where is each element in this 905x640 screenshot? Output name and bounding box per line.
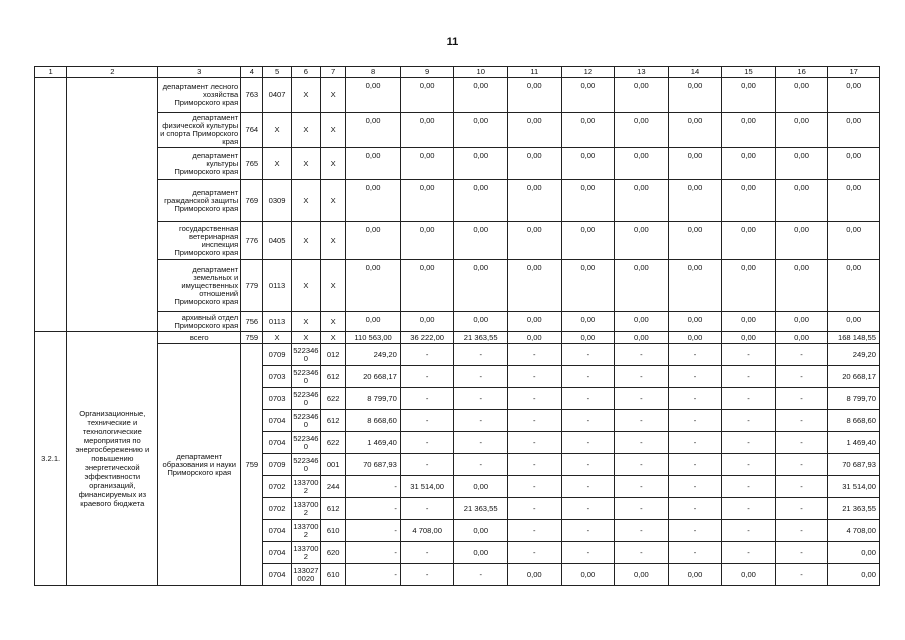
target-code: 5223460 — [291, 344, 320, 366]
column-number: 11 — [507, 67, 561, 78]
department-name: архивный отдел Приморского края — [158, 312, 241, 332]
amount-cell: - — [722, 410, 776, 432]
amount-cell: 31 514,00 — [400, 476, 454, 498]
section-department: департамент образования и науки Приморского края — [158, 344, 241, 586]
amount-cell: - — [668, 454, 722, 476]
amount-cell: 0,00 — [615, 260, 669, 312]
amount-cell: 0,00 — [722, 312, 776, 332]
amount-cell: - — [722, 344, 776, 366]
amount-cell: 0,00 — [828, 180, 880, 222]
total-amount: 0,00 — [561, 332, 615, 344]
amount-cell: 0,00 — [775, 78, 828, 113]
amount-cell: - — [400, 454, 454, 476]
amount-cell: - — [507, 344, 561, 366]
column-number: 9 — [400, 67, 454, 78]
column-number: 14 — [668, 67, 722, 78]
amount-cell: 0,00 — [561, 148, 615, 180]
amount-cell: 8 799,70 — [346, 388, 401, 410]
total-code-c7: X — [321, 332, 346, 344]
target-code: 1337002 — [291, 476, 320, 498]
amount-cell: 0,00 — [346, 222, 401, 260]
amount-cell: 0,00 — [828, 312, 880, 332]
amount-cell: 0,00 — [507, 312, 561, 332]
department-name: департамент лесного хозяйства Приморского края — [158, 78, 241, 113]
amount-cell: 0,00 — [775, 312, 828, 332]
amount-cell: 8 799,70 — [828, 388, 880, 410]
amount-cell: - — [561, 432, 615, 454]
dept-row — [35, 148, 880, 180]
target-code: X — [291, 260, 320, 312]
amount-cell: 0,00 — [828, 113, 880, 148]
target-code: 5223460 — [291, 432, 320, 454]
column-number: 6 — [291, 67, 320, 78]
target-code: 5223460 — [291, 388, 320, 410]
amount-cell: - — [668, 388, 722, 410]
amount-cell: 20 668,17 — [346, 366, 401, 388]
amount-cell: 0,00 — [454, 78, 508, 113]
amount-cell: - — [346, 498, 401, 520]
amount-cell: 0,00 — [668, 312, 722, 332]
amount-cell: 0,00 — [722, 113, 776, 148]
amount-cell: - — [507, 520, 561, 542]
amount-cell: 0,00 — [615, 564, 669, 586]
amount-cell: 0,00 — [561, 113, 615, 148]
amount-cell: 0,00 — [722, 564, 776, 586]
amount-cell: 0,00 — [400, 260, 454, 312]
amount-cell: - — [722, 520, 776, 542]
amount-cell: - — [615, 388, 669, 410]
amount-cell: - — [346, 542, 401, 564]
total-amount: 0,00 — [775, 332, 828, 344]
target-code: X — [291, 180, 320, 222]
department-name: департамент гражданской защиты Приморского края — [158, 180, 241, 222]
amount-cell: - — [561, 498, 615, 520]
amount-cell: - — [454, 388, 508, 410]
amount-cell: 0,00 — [668, 113, 722, 148]
amount-cell: 0,00 — [775, 113, 828, 148]
amount-cell: 0,00 — [828, 222, 880, 260]
empty-description-cell — [67, 78, 158, 332]
section-code: 0704 — [263, 410, 291, 432]
total-amount: 168 148,55 — [828, 332, 880, 344]
amount-cell: - — [346, 476, 401, 498]
amount-cell: 21 363,55 — [828, 498, 880, 520]
total-amount: 36 222,00 — [400, 332, 454, 344]
target-code: X — [291, 78, 320, 113]
amount-cell: - — [668, 542, 722, 564]
amount-cell: 0,00 — [722, 222, 776, 260]
section-code: 0704 — [263, 520, 291, 542]
department-name: департамент физической культуры и спорта Приморского края — [158, 113, 241, 148]
amount-cell: - — [775, 454, 828, 476]
amount-cell: 31 514,00 — [828, 476, 880, 498]
amount-cell: 0,00 — [454, 542, 508, 564]
amount-cell: 0,00 — [668, 148, 722, 180]
amount-cell: 0,00 — [454, 520, 508, 542]
amount-cell: 249,20 — [828, 344, 880, 366]
total-amount: 110 563,00 — [346, 332, 401, 344]
amount-cell: 0,00 — [775, 222, 828, 260]
amount-cell: 0,00 — [668, 564, 722, 586]
amount-cell: 0,00 — [507, 180, 561, 222]
column-number: 15 — [722, 67, 776, 78]
amount-cell: - — [507, 542, 561, 564]
amount-cell: - — [400, 432, 454, 454]
amount-cell: - — [668, 432, 722, 454]
column-number: 12 — [561, 67, 615, 78]
target-code: 1337002 — [291, 498, 320, 520]
amount-cell: 0,00 — [828, 148, 880, 180]
amount-cell: 0,00 — [615, 312, 669, 332]
section-code: 0405 — [263, 222, 291, 260]
section-code: 0703 — [263, 366, 291, 388]
column-number: 1 — [35, 67, 67, 78]
total-amount: 0,00 — [668, 332, 722, 344]
amount-cell: - — [615, 520, 669, 542]
amount-cell: 0,00 — [615, 148, 669, 180]
amount-cell: - — [454, 564, 508, 586]
expense-type: 620 — [321, 542, 346, 564]
section-code: 0309 — [263, 180, 291, 222]
total-code-c6: X — [291, 332, 320, 344]
section-code: 0702 — [263, 476, 291, 498]
expense-type: X — [321, 78, 346, 113]
department-name: департамент культуры Приморского края — [158, 148, 241, 180]
amount-cell: - — [775, 476, 828, 498]
amount-cell: - — [722, 454, 776, 476]
amount-cell: - — [507, 454, 561, 476]
ministry-code: 769 — [241, 180, 263, 222]
total-label: всего — [158, 332, 241, 344]
amount-cell: - — [400, 542, 454, 564]
total-amount: 0,00 — [722, 332, 776, 344]
amount-cell: 0,00 — [561, 564, 615, 586]
amount-cell: - — [722, 366, 776, 388]
column-number: 13 — [615, 67, 669, 78]
amount-cell: 0,00 — [668, 260, 722, 312]
amount-cell: 0,00 — [400, 222, 454, 260]
expense-type: 622 — [321, 432, 346, 454]
dept-row — [35, 113, 880, 148]
amount-cell: 0,00 — [400, 148, 454, 180]
amount-cell: 0,00 — [400, 78, 454, 113]
amount-cell: - — [454, 410, 508, 432]
target-code: 5223460 — [291, 410, 320, 432]
amount-cell: 0,00 — [775, 260, 828, 312]
ministry-code: 763 — [241, 78, 263, 113]
amount-cell: - — [400, 498, 454, 520]
column-number: 16 — [775, 67, 828, 78]
amount-cell: 0,00 — [828, 542, 880, 564]
section-code: X — [263, 113, 291, 148]
amount-cell: - — [561, 520, 615, 542]
amount-cell: 0,00 — [454, 180, 508, 222]
column-number: 2 — [67, 67, 158, 78]
amount-cell: 0,00 — [454, 148, 508, 180]
amount-cell: - — [668, 410, 722, 432]
ministry-code: 756 — [241, 312, 263, 332]
amount-cell: - — [454, 432, 508, 454]
expense-type: X — [321, 113, 346, 148]
total-amount: 0,00 — [615, 332, 669, 344]
expense-type: X — [321, 222, 346, 260]
amount-cell: - — [615, 344, 669, 366]
ministry-code: 764 — [241, 113, 263, 148]
expense-type: X — [321, 312, 346, 332]
amount-cell: 0,00 — [346, 312, 401, 332]
amount-cell: - — [615, 498, 669, 520]
column-number: 5 — [263, 67, 291, 78]
amount-cell: 21 363,55 — [454, 498, 508, 520]
target-code: 1337002 — [291, 542, 320, 564]
section-code: 0709 — [263, 454, 291, 476]
amount-cell: 0,00 — [775, 180, 828, 222]
amount-cell: 0,00 — [346, 180, 401, 222]
amount-cell: 0,00 — [615, 78, 669, 113]
amount-cell: - — [775, 388, 828, 410]
section-code: 0704 — [263, 432, 291, 454]
column-number: 8 — [346, 67, 401, 78]
dept-row — [35, 312, 880, 332]
empty-code-cell — [35, 78, 67, 332]
page-number: 11 — [446, 36, 459, 48]
amount-cell: - — [615, 476, 669, 498]
target-code: X — [291, 148, 320, 180]
amount-cell: - — [507, 432, 561, 454]
amount-cell: 20 668,17 — [828, 366, 880, 388]
amount-cell: 0,00 — [615, 222, 669, 260]
amount-cell: - — [668, 520, 722, 542]
expense-type: 612 — [321, 498, 346, 520]
amount-cell: - — [507, 498, 561, 520]
section-dept-code: 759 — [241, 344, 263, 586]
amount-cell: 0,00 — [400, 180, 454, 222]
dept-row — [35, 78, 880, 113]
amount-cell: - — [722, 498, 776, 520]
amount-cell: 0,00 — [507, 113, 561, 148]
section-code: 0702 — [263, 498, 291, 520]
amount-cell: 0,00 — [722, 148, 776, 180]
expense-type: 610 — [321, 520, 346, 542]
total-code-c4: 759 — [241, 332, 263, 344]
amount-cell: 0,00 — [346, 113, 401, 148]
amount-cell: - — [561, 366, 615, 388]
amount-cell: 249,20 — [346, 344, 401, 366]
ministry-code: 776 — [241, 222, 263, 260]
section-description: Организационные, технические и технологические мероприятия по энергосбережению и повышению энергетической эффективности организаций, финансируемых из краевого бюджета — [67, 332, 158, 586]
amount-cell: - — [668, 366, 722, 388]
amount-cell: 0,00 — [775, 148, 828, 180]
amount-cell: 0,00 — [561, 180, 615, 222]
target-code: 5223460 — [291, 366, 320, 388]
expense-type: X — [321, 180, 346, 222]
target-code: 1330270020 — [291, 564, 320, 586]
amount-cell: - — [346, 564, 401, 586]
amount-cell: 0,00 — [561, 78, 615, 113]
column-number: 3 — [158, 67, 241, 78]
amount-cell: - — [507, 410, 561, 432]
amount-cell: 0,00 — [454, 312, 508, 332]
amount-cell: 4 708,00 — [828, 520, 880, 542]
total-code-c5: X — [263, 332, 291, 344]
amount-cell: 0,00 — [828, 564, 880, 586]
amount-cell: - — [775, 366, 828, 388]
amount-cell: - — [615, 432, 669, 454]
amount-cell: - — [561, 476, 615, 498]
amount-cell: 0,00 — [668, 180, 722, 222]
amount-cell: - — [615, 542, 669, 564]
column-number: 4 — [241, 67, 263, 78]
amount-cell: - — [507, 476, 561, 498]
amount-cell: 1 469,40 — [346, 432, 401, 454]
amount-cell: - — [346, 520, 401, 542]
target-code: 5223460 — [291, 454, 320, 476]
budget-table — [34, 66, 880, 586]
amount-cell: 0,00 — [722, 260, 776, 312]
section-code: 0704 — [263, 564, 291, 586]
dept-row — [35, 222, 880, 260]
amount-cell: - — [722, 432, 776, 454]
amount-cell: - — [775, 564, 828, 586]
amount-cell: - — [775, 410, 828, 432]
amount-cell: - — [561, 542, 615, 564]
ministry-code: 779 — [241, 260, 263, 312]
section-code: 0703 — [263, 388, 291, 410]
amount-cell: - — [400, 410, 454, 432]
amount-cell: - — [615, 454, 669, 476]
target-code: X — [291, 312, 320, 332]
department-name: департамент земельных и имущественных отношений Приморского края — [158, 260, 241, 312]
amount-cell: 0,00 — [346, 78, 401, 113]
amount-cell: - — [722, 388, 776, 410]
target-code: X — [291, 222, 320, 260]
amount-cell: - — [400, 366, 454, 388]
amount-cell: 8 668,60 — [828, 410, 880, 432]
amount-cell: - — [400, 388, 454, 410]
expense-type: 244 — [321, 476, 346, 498]
amount-cell: 0,00 — [507, 260, 561, 312]
amount-cell: 0,00 — [561, 260, 615, 312]
expense-type: 612 — [321, 410, 346, 432]
total-amount: 21 363,55 — [454, 332, 508, 344]
amount-cell: - — [722, 476, 776, 498]
amount-cell: 0,00 — [346, 260, 401, 312]
amount-cell: 0,00 — [828, 78, 880, 113]
section-code: 0709 — [263, 344, 291, 366]
target-code: X — [291, 113, 320, 148]
amount-cell: 0,00 — [507, 148, 561, 180]
amount-cell: 0,00 — [346, 148, 401, 180]
dept-row — [35, 260, 880, 312]
amount-cell: - — [561, 388, 615, 410]
expense-type: 001 — [321, 454, 346, 476]
section-code: 0113 — [263, 260, 291, 312]
amount-cell: - — [775, 498, 828, 520]
amount-cell: 0,00 — [400, 312, 454, 332]
expense-type: 622 — [321, 388, 346, 410]
total-amount: 0,00 — [507, 332, 561, 344]
target-code: 1337002 — [291, 520, 320, 542]
amount-cell: - — [454, 366, 508, 388]
amount-cell: - — [775, 520, 828, 542]
amount-cell: 8 668,60 — [346, 410, 401, 432]
amount-cell: - — [775, 432, 828, 454]
expense-type: X — [321, 260, 346, 312]
expense-type: X — [321, 148, 346, 180]
amount-cell: 0,00 — [722, 78, 776, 113]
column-number: 10 — [454, 67, 508, 78]
amount-cell: 0,00 — [454, 260, 508, 312]
amount-cell: - — [400, 564, 454, 586]
amount-cell: 0,00 — [454, 476, 508, 498]
amount-cell: - — [454, 344, 508, 366]
amount-cell: 0,00 — [454, 113, 508, 148]
expense-type: 610 — [321, 564, 346, 586]
expense-type: 012 — [321, 344, 346, 366]
amount-cell: - — [668, 344, 722, 366]
amount-cell: 70 687,93 — [346, 454, 401, 476]
amount-cell: - — [561, 410, 615, 432]
amount-cell: 4 708,00 — [400, 520, 454, 542]
section-code: 3.2.1. — [35, 332, 67, 586]
section-code: X — [263, 148, 291, 180]
section-code: 0407 — [263, 78, 291, 113]
amount-cell: 0,00 — [668, 222, 722, 260]
column-number: 17 — [828, 67, 880, 78]
section-code: 0113 — [263, 312, 291, 332]
amount-cell: - — [668, 498, 722, 520]
amount-cell: 1 469,40 — [828, 432, 880, 454]
amount-cell: - — [561, 454, 615, 476]
amount-cell: - — [775, 542, 828, 564]
amount-cell: 70 687,93 — [828, 454, 880, 476]
amount-cell: - — [615, 366, 669, 388]
amount-cell: - — [722, 542, 776, 564]
amount-cell: - — [668, 476, 722, 498]
amount-cell: - — [775, 344, 828, 366]
dept-row — [35, 180, 880, 222]
amount-cell: - — [507, 388, 561, 410]
amount-cell: 0,00 — [454, 222, 508, 260]
amount-cell: - — [507, 366, 561, 388]
amount-cell: 0,00 — [561, 222, 615, 260]
column-number: 7 — [321, 67, 346, 78]
ministry-code: 765 — [241, 148, 263, 180]
department-name: государственная ветеринарная инспекция Приморского края — [158, 222, 241, 260]
amount-cell: 0,00 — [828, 260, 880, 312]
column-number-row — [35, 67, 880, 78]
amount-cell: 0,00 — [615, 113, 669, 148]
amount-cell: 0,00 — [561, 312, 615, 332]
expense-type: 612 — [321, 366, 346, 388]
amount-cell: - — [400, 344, 454, 366]
section-code: 0704 — [263, 542, 291, 564]
amount-cell: - — [454, 454, 508, 476]
amount-cell: - — [615, 410, 669, 432]
section-total-row — [35, 332, 880, 344]
amount-cell: 0,00 — [507, 564, 561, 586]
amount-cell: 0,00 — [615, 180, 669, 222]
amount-cell: 0,00 — [507, 78, 561, 113]
amount-cell: 0,00 — [722, 180, 776, 222]
detail-row — [35, 344, 880, 366]
amount-cell: 0,00 — [668, 78, 722, 113]
amount-cell: 0,00 — [507, 222, 561, 260]
amount-cell: 0,00 — [400, 113, 454, 148]
amount-cell: - — [561, 344, 615, 366]
